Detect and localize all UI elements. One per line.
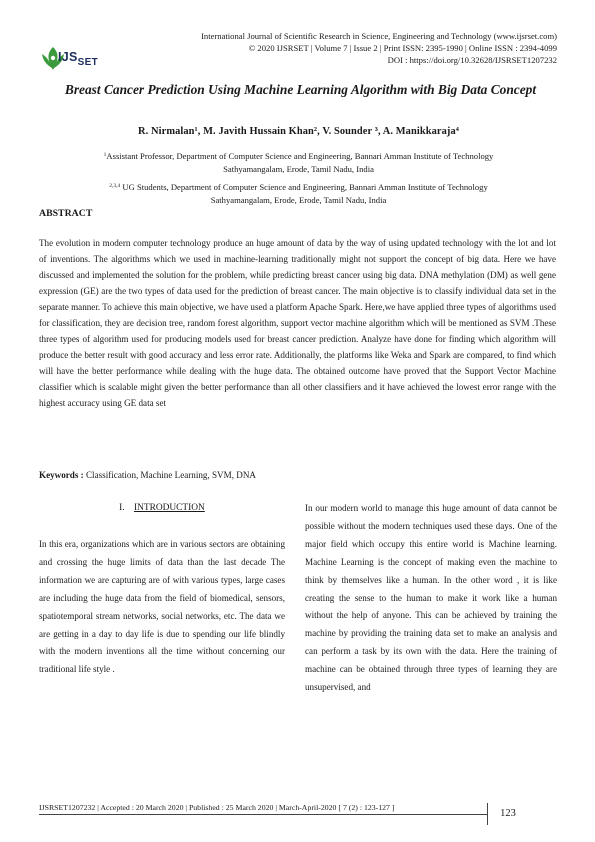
journal-header bbox=[120, 30, 557, 66]
keywords-label: Keywords : bbox=[39, 470, 84, 480]
keywords-list: Classification, Machine Learning, SVM, DNA bbox=[83, 470, 256, 480]
abstract-body: The evolution in modern computer technology produce an huge amount of data by the way of using updated technology with the lot and lot of inventions. The algorithms which we used in machine-learning traditionally might not support the concept of big data. Here we have discussed and implemented the solution for the problem, while predicting breast cancer using big data. DNA methylation (DM) as well gene expression (GE) are the two types of data used for the prediction of breast cancer. The main objective is to classify individual data set in the separate manner. To achieve this main objective, we have used a platform Apache Spark. Here,we have applied three types of algorithms used for classification, they are decision tree, random forest algorithm, support vector machine algorithm which will be mentioned as SVM .These three types of algorithm used for producing models used for breast cancer prediction. Analyze have done for finding which algorithm will produce the better result with good accuracy and less error rate. Additionally, the platforms like Weka and Spark are compared, to find which will have the better performance while dealing with the huge data. The obtained outcome have proved that the Support Vector Machine classifier which is scalable might given the better performance than all other classifiers and it have achieved the lowest error range with the highest accuracy using GE data set bbox=[39, 238, 556, 408]
keywords-line bbox=[39, 470, 556, 480]
introduction-left-column: In this era, organizations which are in various sectors are obtaining and crossing the huge limits of data than the last decade The information we are capturing are of with various types, large cases are including the huge data from the field of biomedical, sensors, spatiotemporal stream networks, social networks, etc. The data we are getting in a day to day life is due to spending our life blindly with the modern inventions all the time without concerning our traditional life style . bbox=[39, 539, 285, 675]
introduction-right-column: In our modern world to manage this huge amount of data cannot be possible without the modern techniques used these days. One of the major field which occupy this entire world is Machine learning. Machine Learning is the concept of making even the machine to think by themselves like a human. In the other word , it is like creating the sense to the human to make it work like a human without the help of anyone. This can be achieved by training the machine by providing the training data set to make an analysis and can perform a task by its own with the data. Here the training of machine can be obtained through three types of learning they are unsupervised, and bbox=[305, 503, 557, 693]
abstract-heading: ABSTRACT bbox=[39, 208, 93, 219]
journal-logo bbox=[38, 42, 120, 74]
section-heading-introduction: I. INTRODUCTION bbox=[119, 503, 205, 513]
paper-title: Breast Cancer Prediction Using Machine Learning Algorithm with Big Data Concept bbox=[64, 82, 537, 97]
affiliation-1: $^1$Assistant Professor, Department of Computer Science and Engineering, Bannari Amman Institute of Technology Sathyamangalam, Erode, Tamil Nadu, India bbox=[103, 151, 494, 174]
affiliation-2: $^{2,3,4}$ UG Students, Department of Computer Science and Engineering, Bannari Amman Institute of Technology Sathyamangalam, Erode, Erode, Tamil Nadu, India bbox=[109, 182, 488, 205]
footer-rule bbox=[39, 814, 487, 815]
journal-header-doi: DOI : https://doi.org/10.32628/IJSRSET1207232 bbox=[387, 55, 557, 65]
author-list: R. Nirmalan¹, M. Javith Hussain Khan², V. Sounder ³, A. Manikkaraja⁴ bbox=[138, 126, 459, 137]
footer-citation: IJSRSET1207232 | Accepted : 20 March 2020 | Published : 25 March 2020 | March-April-2020 [ 7 (2) : 123-127 ] bbox=[39, 803, 395, 812]
logo-wordmark: $IJS_{SET}$ bbox=[58, 50, 99, 68]
page-number: 123 bbox=[487, 803, 528, 825]
journal-header-line-2: © 2020 IJSRSET | Volume 7 | Issue 2 | Print ISSN: 2395-1990 | Online ISSN : 2394-4099 bbox=[248, 43, 557, 53]
journal-header-line-1: International Journal of Scientific Research in Science, Engineering and Technology (www.ijsrset.com) bbox=[201, 31, 557, 41]
